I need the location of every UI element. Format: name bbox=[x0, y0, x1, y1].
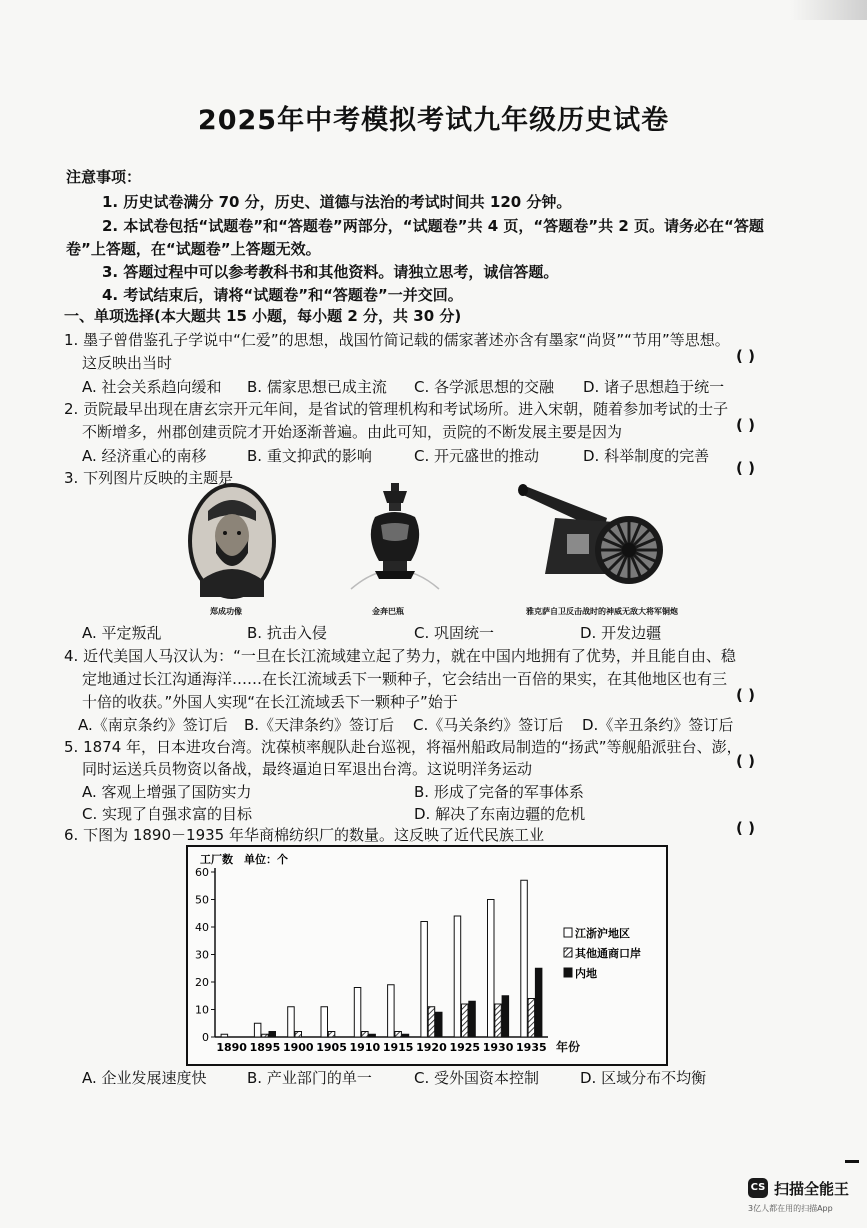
chart-bar-solid bbox=[369, 1034, 376, 1037]
q5-stem-2: 同时运送兵员物资以备战，最终逼迫日军退出台湾。这说明洋务运动 bbox=[82, 760, 533, 778]
q4-option-a: A.《南京条约》签订后 bbox=[78, 716, 228, 734]
q3-option-a: A. 平定叛乱 bbox=[82, 624, 162, 642]
cotton-mill-chart-frame bbox=[186, 845, 668, 1066]
chart-y-tick-label: 0 bbox=[202, 1031, 209, 1044]
scan-edge-mark bbox=[845, 1160, 859, 1163]
chart-bar-hatched bbox=[495, 1004, 502, 1037]
q4-stem-3: 十倍的收获。”外国人实现“在长江流域丢下一颗种子”始于 bbox=[82, 693, 458, 711]
q3-caption-portrait: 郑成功像 bbox=[210, 607, 242, 616]
q4-option-b: B.《天津条约》签订后 bbox=[244, 716, 395, 734]
q3-option-b: B. 抗击入侵 bbox=[247, 624, 327, 642]
chart-bar-solid bbox=[402, 1034, 409, 1037]
q2-stem-2: 不断增多，州郡创建贡院才开始逐渐普遍。由此可知，贡院的不断发展主要是因为 bbox=[82, 423, 623, 441]
q1-answer-paren: ( ) bbox=[736, 347, 755, 365]
q3-answer-paren: ( ) bbox=[736, 459, 755, 477]
q6-stem: 6. 下图为 1890－1935 年华商棉纺织厂的数量。这反映了近代民族工业 bbox=[64, 826, 544, 844]
camscanner-brand: 扫描全能王 bbox=[774, 1180, 850, 1198]
chart-bar-hatched bbox=[462, 1004, 469, 1037]
chart-x-tick-label: 1925 bbox=[449, 1041, 481, 1054]
chart-x-tick-label: 1930 bbox=[482, 1041, 514, 1054]
q6-option-b: B. 产业部门的单一 bbox=[247, 1069, 372, 1087]
chart-y-tick-label: 60 bbox=[195, 866, 209, 879]
chart-bar-solid bbox=[535, 968, 542, 1037]
bronze-cannon-image bbox=[515, 478, 663, 602]
q2-stem-1: 2. 贡院最早出现在唐玄宗开元年间，是省试的管理机构和考试场所。进入宋朝，随着参加考试的士子 bbox=[64, 400, 729, 418]
q1-option-c: C. 各学派思想的交融 bbox=[414, 378, 555, 396]
q2-option-a: A. 经济重心的南移 bbox=[82, 447, 207, 465]
q1-option-a: A. 社会关系趋向缓和 bbox=[82, 378, 222, 396]
notice-heading: 注意事项： bbox=[66, 168, 142, 186]
chart-x-tick-label: 1895 bbox=[249, 1041, 281, 1054]
chart-y-tick-label: 20 bbox=[195, 976, 209, 989]
q3-stem: 3. 下列图片反映的主题是 bbox=[64, 469, 234, 487]
chart-y-tick-label: 30 bbox=[195, 948, 209, 962]
section-heading: 一、单项选择(本大题共 15 小题，每小题 2 分，共 30 分) bbox=[64, 307, 462, 325]
chart-bar-open bbox=[521, 880, 528, 1037]
chart-bar-open bbox=[488, 900, 495, 1038]
chart-y-axis-label: 工厂数 单位：个 bbox=[200, 853, 288, 866]
notice-item-3: 3. 答题过程中可以参考教科书和其他资料。请独立思考，诚信答题。 bbox=[102, 263, 559, 281]
chart-legend-label: 内地 bbox=[575, 967, 597, 980]
chart-bar-hatched bbox=[262, 1034, 269, 1037]
chart-bar-open bbox=[221, 1034, 228, 1037]
chart-legend-label: 江浙沪地区 bbox=[575, 927, 630, 940]
chart-bar-hatched bbox=[328, 1032, 335, 1038]
chart-bar-open bbox=[421, 922, 428, 1038]
chart-bar-open bbox=[354, 988, 361, 1038]
q5-answer-paren: ( ) bbox=[736, 752, 755, 770]
chart-x-tick-label: 1890 bbox=[216, 1041, 247, 1054]
q2-option-c: C. 开元盛世的推动 bbox=[414, 447, 540, 465]
chart-bar-solid bbox=[502, 996, 509, 1037]
chart-x-tick-label: 1900 bbox=[282, 1041, 314, 1054]
q2-option-d: D. 科举制度的完善 bbox=[583, 447, 710, 465]
q4-option-c: C.《马关条约》签订后 bbox=[413, 716, 564, 734]
notice-item-4: 4. 考试结束后，请将“试题卷”和“答题卷”一并交回。 bbox=[102, 286, 463, 304]
notice-item-2: 2. 本试卷包括“试题卷”和“答题卷”两部分，“试题卷”共 4 页，“答题卷”共 2 页。请务必在“答题 bbox=[102, 217, 764, 235]
q5-option-b: B. 形成了完备的军事体系 bbox=[414, 783, 584, 801]
chart-bar-solid bbox=[436, 1012, 443, 1037]
zheng-chenggong-portrait-image bbox=[186, 481, 278, 601]
camscanner-logo-icon: CS bbox=[748, 1178, 768, 1198]
chart-legend-swatch bbox=[564, 948, 572, 957]
chart-bar-hatched bbox=[528, 999, 535, 1038]
chart-bar-solid bbox=[469, 1001, 476, 1037]
notice-item-1: 1. 历史试卷满分 70 分，历史、道德与法治的考试时间共 120 分钟。 bbox=[102, 193, 572, 211]
q2-option-b: B. 重文抑武的影响 bbox=[247, 447, 372, 465]
chart-bar-open bbox=[254, 1023, 261, 1037]
q5-option-d: D. 解决了东南边疆的危机 bbox=[414, 805, 586, 823]
q4-stem-1: 4. 近代美国人马汉认为：“一旦在长江流域建立起了势力，就在中国内地拥有了优势，并且能自由、稳 bbox=[64, 647, 736, 665]
chart-x-tick-label: 1920 bbox=[416, 1041, 447, 1054]
chart-bar-open bbox=[388, 985, 395, 1037]
chart-bar-open bbox=[454, 916, 461, 1037]
chart-legend-swatch bbox=[564, 928, 572, 937]
chart-x-tick-label: 1935 bbox=[516, 1041, 547, 1054]
q4-answer-paren: ( ) bbox=[736, 686, 755, 704]
chart-bar-hatched bbox=[295, 1032, 302, 1038]
q4-option-d: D.《辛丑条约》签订后 bbox=[582, 716, 734, 734]
q5-option-a: A. 客观上增强了国防实力 bbox=[82, 783, 252, 801]
chart-bar-hatched bbox=[395, 1032, 402, 1038]
q3-caption-urn: 金奔巴瓶 bbox=[372, 607, 404, 616]
exam-title: 2025年中考模拟考试九年级历史试卷 bbox=[197, 105, 670, 136]
chart-bar-hatched bbox=[362, 1032, 369, 1038]
chart-x-tick-label: 1915 bbox=[382, 1041, 414, 1054]
q3-option-c: C. 巩固统一 bbox=[414, 624, 495, 642]
q6-option-a: A. 企业发展速度快 bbox=[82, 1069, 207, 1087]
q1-stem-2: 这反映出当时 bbox=[82, 354, 173, 372]
chart-x-axis-label: 年份 bbox=[556, 1040, 581, 1054]
chart-bar-hatched bbox=[428, 1007, 435, 1037]
q3-caption-cannon: 雅克萨自卫反击战时的神威无敌大将军铜炮 bbox=[526, 607, 678, 616]
chart-bar-solid bbox=[269, 1032, 276, 1038]
q6-option-c: C. 受外国资本控制 bbox=[414, 1069, 540, 1087]
scan-shadow bbox=[790, 0, 867, 20]
q5-option-c: C. 实现了自强求富的目标 bbox=[82, 805, 253, 823]
camscanner-tagline: 3亿人都在用的扫描App bbox=[748, 1204, 833, 1213]
chart-x-tick-label: 1905 bbox=[316, 1041, 347, 1054]
q6-answer-paren: ( ) bbox=[736, 819, 755, 837]
golden-urn-image bbox=[345, 481, 445, 593]
q1-stem-1: 1. 墨子曾借鉴孔子学说中“仁爱”的思想，战国竹简记载的儒家著述亦含有墨家“尚贤”“节用”等思想。 bbox=[64, 331, 730, 349]
chart-legend-label: 其他通商口岸 bbox=[575, 947, 641, 960]
chart-legend-swatch bbox=[564, 968, 572, 977]
notice-item-2-cont: 卷”上答题，在“试题卷”上答题无效。 bbox=[66, 240, 321, 258]
cotton-mill-bar-chart bbox=[188, 847, 666, 1064]
q1-option-d: D. 诸子思想趋于统一 bbox=[583, 378, 725, 396]
chart-y-tick-label: 50 bbox=[195, 893, 209, 907]
q5-stem-1: 5. 1874 年，日本进攻台湾。沈葆桢率舰队赴台巡视，将福州船政局制造的“扬武”等舰船派驻台、澎， bbox=[64, 738, 742, 756]
q6-option-d: D. 区域分布不均衡 bbox=[580, 1069, 707, 1087]
chart-bar-open bbox=[321, 1007, 328, 1037]
chart-x-tick-label: 1910 bbox=[349, 1041, 381, 1054]
chart-y-tick-label: 10 bbox=[195, 1003, 209, 1017]
q1-option-b: B. 儒家思想已成主流 bbox=[247, 378, 387, 396]
q4-stem-2: 定地通过长江沟通海洋……在长江流域丢下一颗种子，它会结出一百倍的果实，在其他地区也有三 bbox=[82, 670, 728, 688]
chart-bar-open bbox=[288, 1007, 295, 1037]
q3-option-d: D. 开发边疆 bbox=[580, 624, 662, 642]
q2-answer-paren: ( ) bbox=[736, 416, 755, 434]
chart-y-tick-label: 40 bbox=[195, 921, 209, 934]
